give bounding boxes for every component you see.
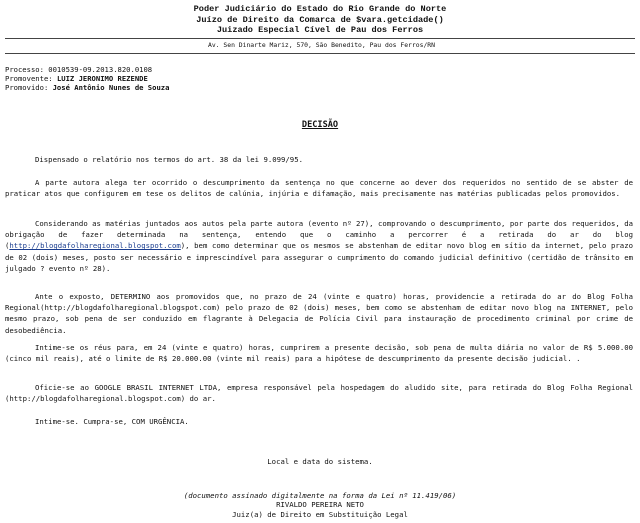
urgency-text: COM URGÊNCIA.: [131, 417, 189, 426]
plaintiff-name: LUIZ JERONIMO REZENDE: [56, 74, 148, 83]
paragraph-summons: Intime-se os réus para, em 24 (vinte e quatro) horas, cumprirem a presente decisão, sob pena de multa diária no valor de R$ 5.000.00 (cinco mil reais), até o limite de R$ 20.000.00 (vinte mil reais) para a hipótese de descumprimento da presente decisão judicial. .: [5, 343, 633, 364]
header-court: Poder Judiciário do Estado do Rio Grande do Norte: [193, 4, 447, 14]
plaintiff-label: Promovente:: [5, 74, 53, 83]
blog-link[interactable]: http://blogdafolharegional.blogspot.com: [9, 241, 181, 251]
case-number: 0010539-09.2013.820.0108: [48, 65, 153, 74]
paragraph-considering-text-b: ), bem como determinar que os mesmos se abstenham de editar novo blog em sítio da internet, pelo prazo de 02 (dois) meses, posto ser necessário e imprescindível para assegurar o cumprimento do comando judicial definitivo (certidão de trânsito em julgado ? evento nº 28).: [5, 241, 633, 273]
court-address: Av. Sen Dinarte Mariz, 570, São Benedito, Pau dos Ferros/RN: [207, 41, 435, 49]
paragraph-google: Oficie-se ao GOOGLE BRASIL INTERNET LTDA, empresa responsável pela hospedagem do aludido site, para retirada do Blog Folha Regional (http://blogdafolharegional.blogspot.com) do ar.: [5, 383, 633, 404]
paragraph-determination: Ante o exposto, DETERMINO aos promovidos que, no prazo de 24 (vinte e quatro) horas, providencie a retirada do ar do Blog Folha Regional(http://blogdafolharegional.blogspot.com) pelo prazo de 02 (dois) meses, bem como se abstenham de editar novo blog na INTERNET, pelo mesmo prazo, sob pena de ser conduzido em flagrante à Delegacia de Polícia Civil para instauração de procedimento criminal por crime de desobediência.: [5, 292, 633, 335]
closing-text: Intime-se. Cumpra-se,: [35, 417, 132, 426]
digital-signature-note: (documento assinado digitalmente na forma da Lei nº 11.419/06): [183, 491, 457, 500]
plaintiff-line: [5, 74, 148, 83]
defendant-label: Promovido:: [5, 83, 49, 92]
document-header: [0, 4, 640, 36]
header-rule: [5, 38, 635, 39]
paragraph-closing: [5, 416, 633, 427]
paragraph-allegation: A parte autora alega ter ocorrido o descumprimento da sentença no que concerne ao dever dos requeridos no sentido de se abster de praticar atos que configurem em tese os delitos de calúnia, injúria e difamação, mais precisamente nas matérias publicadas pelos promovidos.: [5, 178, 633, 199]
case-number-label: Processo:: [5, 65, 44, 74]
paragraph-considering-text-a: Considerando as matérias juntados aos autos pela parte autora (evento nº 27), comprovando o descumprimento, por parte dos requeridos, da obrigação de fazer determinada na sentença, entendo que o caminho a percorrer é a retirada do ar do blog (: [5, 219, 633, 251]
paragraph-considering: [5, 218, 633, 274]
place-and-date: Local e data do sistema.: [267, 457, 373, 466]
defendant-name: José Antônio Nunes de Souza: [52, 83, 170, 92]
address-rule: [5, 53, 635, 54]
paragraph-report: Dispensado o relatório nos termos do art. 38 da lei 9.099/95.: [35, 155, 303, 164]
defendant-line: [5, 83, 169, 92]
header-comarca: Juízo de Direito da Comarca de $vara.getcidade(): [196, 14, 444, 25]
header-juizado: Juizado Especial Cível de Pau dos Ferros: [216, 25, 424, 35]
document-title: DECISÃO: [301, 120, 339, 130]
judge-name: RIVALDO PEREIRA NETO: [276, 500, 364, 509]
judge-role: Juiz(a) de Direito em Substituição Legal: [232, 510, 408, 519]
case-number-line: [5, 65, 152, 74]
